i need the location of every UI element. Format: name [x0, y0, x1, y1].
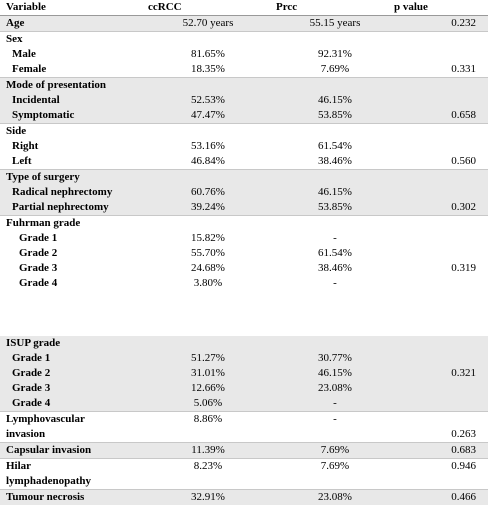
table-row-hilar-cont	[0, 474, 488, 490]
row-label: Age	[0, 16, 148, 32]
p-value: 0.466	[394, 490, 488, 505]
ccrcc-value: 8.86%	[148, 412, 276, 428]
prcc-value	[276, 336, 394, 351]
row-label: Female	[0, 62, 148, 78]
prcc-value: 38.46%	[276, 261, 394, 276]
prcc-value: 30.77%	[276, 351, 394, 366]
prcc-value: -	[276, 231, 394, 246]
p-value: 0.319	[394, 261, 488, 276]
table-row-isup-3	[0, 381, 488, 396]
ccrcc-value: 53.16%	[148, 139, 276, 154]
ccrcc-value: 18.35%	[148, 62, 276, 78]
p-value: 0.658	[394, 108, 488, 124]
row-label: Mode of presentation	[0, 78, 148, 94]
row-label: Male	[0, 47, 148, 62]
prcc-value: 61.54%	[276, 246, 394, 261]
table-row-fuhrman-3	[0, 261, 488, 276]
table-row-fuhrman-1	[0, 231, 488, 246]
ccrcc-value	[148, 32, 276, 48]
ccrcc-value: 15.82%	[148, 231, 276, 246]
row-label: Capsular invasion	[0, 443, 148, 459]
ccrcc-value	[148, 474, 276, 490]
ccrcc-value: 5.06%	[148, 396, 276, 412]
header-prcc: Prcc	[276, 0, 394, 16]
ccrcc-value: 24.68%	[148, 261, 276, 276]
row-label: Partial nephrectomy	[0, 200, 148, 216]
row-label: Radical nephrectomy	[0, 185, 148, 200]
ccrcc-value: 3.80%	[148, 276, 276, 291]
table-row-male	[0, 47, 488, 62]
table-row-side	[0, 124, 488, 140]
header-variable: Variable	[0, 0, 148, 16]
prcc-value	[276, 32, 394, 48]
table-row-lymphovascular	[0, 412, 488, 428]
row-label: Fuhrman grade	[0, 216, 148, 232]
p-value	[394, 93, 488, 108]
table-row-left	[0, 154, 488, 170]
row-label: Grade 2	[0, 366, 148, 381]
p-value	[394, 32, 488, 48]
row-label: Grade 1	[0, 351, 148, 366]
table-row-lymphovascular-cont	[0, 427, 488, 443]
p-value: 0.232	[394, 16, 488, 32]
header-pvalue: p value	[394, 0, 488, 16]
ccrcc-value	[148, 124, 276, 140]
ccrcc-value: 8.23%	[148, 459, 276, 475]
table-row-isup-1	[0, 351, 488, 366]
ccrcc-value: 55.70%	[148, 246, 276, 261]
prcc-value: 92.31%	[276, 47, 394, 62]
table-row-isup	[0, 336, 488, 351]
prcc-value	[276, 216, 394, 232]
prcc-value: -	[276, 412, 394, 428]
table-row-symptomatic	[0, 108, 488, 124]
row-label: Right	[0, 139, 148, 154]
table-row-female	[0, 62, 488, 78]
row-label: Incidental	[0, 93, 148, 108]
table-row-sex	[0, 32, 488, 48]
p-value	[394, 246, 488, 261]
prcc-value	[276, 78, 394, 94]
ccrcc-value	[148, 336, 276, 351]
ccrcc-value: 52.53%	[148, 93, 276, 108]
row-label: Symptomatic	[0, 108, 148, 124]
ccrcc-value	[148, 78, 276, 94]
row-label: Left	[0, 154, 148, 170]
ccrcc-value	[148, 427, 276, 443]
prcc-value	[276, 427, 394, 443]
p-value: 0.302	[394, 200, 488, 216]
p-value: 0.331	[394, 62, 488, 78]
row-label: Tumour necrosis	[0, 490, 148, 505]
ccrcc-value: 12.66%	[148, 381, 276, 396]
prcc-value: 53.85%	[276, 200, 394, 216]
row-label: Grade 2	[0, 246, 148, 261]
p-value	[394, 185, 488, 200]
prcc-value	[276, 474, 394, 490]
p-value	[394, 216, 488, 232]
prcc-value: 46.15%	[276, 93, 394, 108]
table-row-mode	[0, 78, 488, 94]
ccrcc-value: 52.70 years	[148, 16, 276, 32]
p-value: 0.263	[394, 427, 488, 443]
p-value	[394, 474, 488, 490]
row-label: lymphadenopathy	[0, 474, 148, 490]
p-value	[394, 170, 488, 186]
table-row-age	[0, 16, 488, 32]
prcc-value: 23.08%	[276, 490, 394, 505]
p-value	[394, 47, 488, 62]
ccrcc-value	[148, 170, 276, 186]
p-value	[394, 351, 488, 366]
p-value: 0.946	[394, 459, 488, 475]
p-value	[394, 381, 488, 396]
p-value	[394, 78, 488, 94]
ccrcc-value: 81.65%	[148, 47, 276, 62]
prcc-value: 46.15%	[276, 366, 394, 381]
prcc-value: 7.69%	[276, 62, 394, 78]
spacer-row	[0, 291, 488, 336]
prcc-value: 53.85%	[276, 108, 394, 124]
row-label: Grade 3	[0, 261, 148, 276]
prcc-value: 61.54%	[276, 139, 394, 154]
ccrcc-value: 46.84%	[148, 154, 276, 170]
prcc-value: 46.15%	[276, 185, 394, 200]
prcc-value: 7.69%	[276, 443, 394, 459]
row-label: Grade 1	[0, 231, 148, 246]
prcc-value: 7.69%	[276, 459, 394, 475]
table-row-necrosis	[0, 490, 488, 505]
p-value	[394, 336, 488, 351]
row-label: invasion	[0, 427, 148, 443]
row-label: Grade 4	[0, 276, 148, 291]
table-row-isup-4	[0, 396, 488, 412]
prcc-value: 23.08%	[276, 381, 394, 396]
ccrcc-value: 47.47%	[148, 108, 276, 124]
prcc-value: -	[276, 276, 394, 291]
prcc-value: -	[276, 396, 394, 412]
p-value	[394, 139, 488, 154]
row-label: Side	[0, 124, 148, 140]
table-row-hilar	[0, 459, 488, 475]
row-label: Lymphovascular	[0, 412, 148, 428]
p-value	[394, 231, 488, 246]
ccrcc-value	[148, 216, 276, 232]
p-value	[394, 396, 488, 412]
table-row-capsular	[0, 443, 488, 459]
table-row-isup-2	[0, 366, 488, 381]
ccrcc-value: 51.27%	[148, 351, 276, 366]
prcc-value	[276, 170, 394, 186]
prcc-value	[276, 124, 394, 140]
ccrcc-value: 11.39%	[148, 443, 276, 459]
ccrcc-value: 39.24%	[148, 200, 276, 216]
row-label: Type of surgery	[0, 170, 148, 186]
row-label: Sex	[0, 32, 148, 48]
row-label: Hilar	[0, 459, 148, 475]
table-row-radical	[0, 185, 488, 200]
table-row-fuhrman-4	[0, 276, 488, 291]
p-value: 0.560	[394, 154, 488, 170]
table-row-surgery	[0, 170, 488, 186]
prcc-value: 55.15 years	[276, 16, 394, 32]
header-row	[0, 0, 488, 16]
p-value	[394, 276, 488, 291]
ccrcc-value: 32.91%	[148, 490, 276, 505]
p-value	[394, 412, 488, 428]
table-row-fuhrman-2	[0, 246, 488, 261]
table-row-right	[0, 139, 488, 154]
table-row-partial	[0, 200, 488, 216]
ccrcc-value: 60.76%	[148, 185, 276, 200]
row-label: ISUP grade	[0, 336, 148, 351]
p-value: 0.683	[394, 443, 488, 459]
table-row-fuhrman	[0, 216, 488, 232]
ccrcc-value: 31.01%	[148, 366, 276, 381]
row-label: Grade 4	[0, 396, 148, 412]
p-value	[394, 124, 488, 140]
prcc-value: 38.46%	[276, 154, 394, 170]
p-value: 0.321	[394, 366, 488, 381]
row-label: Grade 3	[0, 381, 148, 396]
table-row-incidental	[0, 93, 488, 108]
header-ccrcc: ccRCC	[148, 0, 276, 16]
